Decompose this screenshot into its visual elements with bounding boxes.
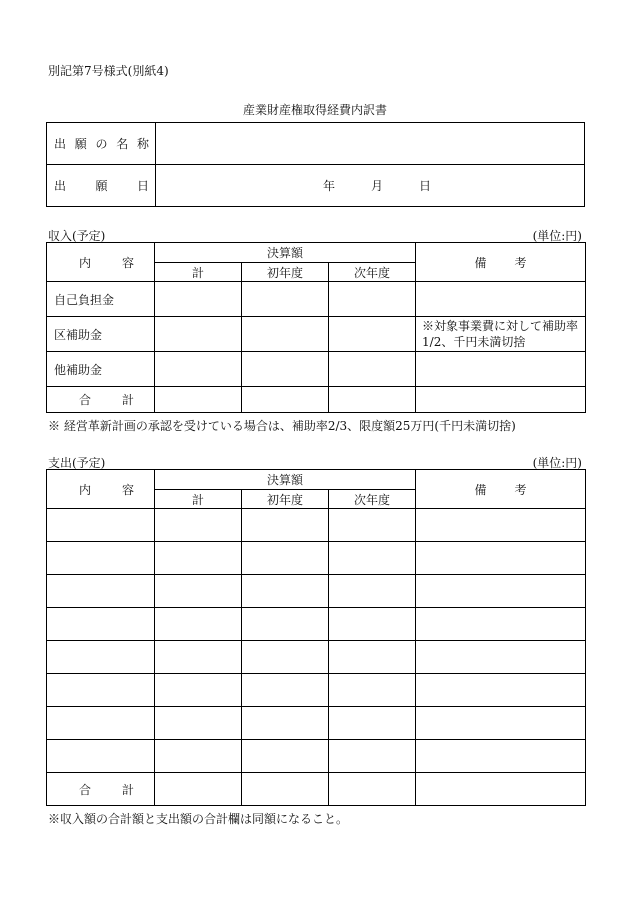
income-total-label: 合 計 (47, 387, 155, 413)
expense-cell[interactable] (242, 608, 329, 641)
expense-settlement-header: 決算額 (155, 470, 416, 490)
expense-cell[interactable] (329, 641, 416, 674)
expense-cell[interactable] (155, 542, 242, 575)
income-cell[interactable] (155, 317, 242, 352)
expense-remarks-header: 備 考 (416, 470, 586, 509)
income-table (46, 242, 586, 413)
expense-content-header: 内 容 (47, 470, 155, 509)
income-cell[interactable] (155, 352, 242, 387)
expense-next-year-header: 次年度 (329, 490, 416, 509)
expense-cell[interactable] (242, 641, 329, 674)
expense-item-cell[interactable] (47, 608, 155, 641)
expense-cell[interactable] (242, 575, 329, 608)
application-name-field[interactable] (156, 123, 585, 165)
income-cell[interactable] (329, 352, 416, 387)
expense-cell[interactable] (155, 575, 242, 608)
expense-remark-cell[interactable] (416, 707, 586, 740)
expense-item-cell[interactable] (47, 707, 155, 740)
expense-remark-cell[interactable] (416, 542, 586, 575)
income-total-cell[interactable] (155, 387, 242, 413)
form-number: 別記第7号様式(別紙4) (48, 64, 169, 78)
application-date-field[interactable] (156, 165, 585, 207)
income-section-label: 収入(予定) (48, 229, 106, 243)
expense-total-cell[interactable] (329, 773, 416, 806)
income-cell[interactable] (242, 317, 329, 352)
expense-item-cell[interactable] (47, 674, 155, 707)
expense-item-cell[interactable] (47, 641, 155, 674)
expense-remark-cell[interactable] (416, 740, 586, 773)
expense-total-cell[interactable] (155, 773, 242, 806)
income-total-col-header: 計 (155, 263, 242, 282)
expense-cell[interactable] (329, 509, 416, 542)
expense-cell[interactable] (155, 608, 242, 641)
expense-cell[interactable] (242, 740, 329, 773)
expense-cell[interactable] (155, 641, 242, 674)
expense-remark-cell[interactable] (416, 608, 586, 641)
income-total-remark-cell[interactable] (416, 387, 586, 413)
application-date-label: 出 願 日 (47, 165, 156, 207)
expense-cell[interactable] (155, 509, 242, 542)
expense-cell[interactable] (329, 707, 416, 740)
expense-remark-cell[interactable] (416, 509, 586, 542)
expense-cell[interactable] (329, 575, 416, 608)
expense-remark-cell[interactable] (416, 641, 586, 674)
expense-cell[interactable] (155, 707, 242, 740)
income-cell[interactable] (242, 282, 329, 317)
income-next-year-header: 次年度 (329, 263, 416, 282)
expense-cell[interactable] (155, 674, 242, 707)
expense-item-cell[interactable] (47, 740, 155, 773)
expense-cell[interactable] (155, 740, 242, 773)
expense-cell[interactable] (329, 542, 416, 575)
income-row-label: 区補助金 (47, 317, 155, 352)
income-cell[interactable] (329, 282, 416, 317)
expense-total-cell[interactable] (242, 773, 329, 806)
expense-section-label: 支出(予定) (48, 456, 106, 470)
subsidy-remark: ※対象事業費に対して補助率 1/2、千円未満切捨 (416, 317, 586, 352)
application-name-label: 出 願 の 名 称 (47, 123, 156, 165)
day-unit: 日 (418, 179, 431, 193)
income-settlement-header: 決算額 (155, 243, 416, 263)
income-cell[interactable] (242, 352, 329, 387)
month-unit: 月 (370, 179, 383, 193)
income-footnote: ※ 経営革新計画の承認を受けている場合は、補助率2/3、限度額25万円(千円未満切捨) (48, 419, 516, 433)
expense-cell[interactable] (329, 674, 416, 707)
income-row-label: 自己負担金 (47, 282, 155, 317)
application-info-table (46, 122, 585, 207)
expense-cell[interactable] (242, 674, 329, 707)
income-unit-label: (単位:円) (532, 229, 582, 243)
income-cell[interactable] (155, 282, 242, 317)
expense-cell[interactable] (242, 707, 329, 740)
expense-total-col-header: 計 (155, 490, 242, 509)
income-remark-cell[interactable] (416, 352, 586, 387)
expense-unit-label: (単位:円) (532, 456, 582, 470)
income-remark-cell[interactable] (416, 282, 586, 317)
expense-remark-cell[interactable] (416, 575, 586, 608)
expense-total-label: 合 計 (47, 773, 155, 806)
year-unit: 年 (322, 179, 335, 193)
expense-item-cell[interactable] (47, 542, 155, 575)
document-title: 産業財産権取得経費内訳書 (242, 103, 387, 117)
expense-footnote: ※収入額の合計額と支出額の合計欄は同額になること。 (48, 812, 349, 826)
income-total-cell[interactable] (242, 387, 329, 413)
expense-remark-cell[interactable] (416, 674, 586, 707)
income-cell[interactable] (329, 317, 416, 352)
expense-cell[interactable] (329, 608, 416, 641)
income-first-year-header: 初年度 (242, 263, 329, 282)
expense-table (46, 469, 586, 806)
expense-total-remark-cell[interactable] (416, 773, 586, 806)
income-row-label: 他補助金 (47, 352, 155, 387)
expense-item-cell[interactable] (47, 575, 155, 608)
income-remarks-header: 備 考 (416, 243, 586, 282)
income-total-cell[interactable] (329, 387, 416, 413)
expense-item-cell[interactable] (47, 509, 155, 542)
expense-cell[interactable] (329, 740, 416, 773)
expense-cell[interactable] (242, 509, 329, 542)
expense-cell[interactable] (242, 542, 329, 575)
income-content-header: 内 容 (47, 243, 155, 282)
expense-first-year-header: 初年度 (242, 490, 329, 509)
